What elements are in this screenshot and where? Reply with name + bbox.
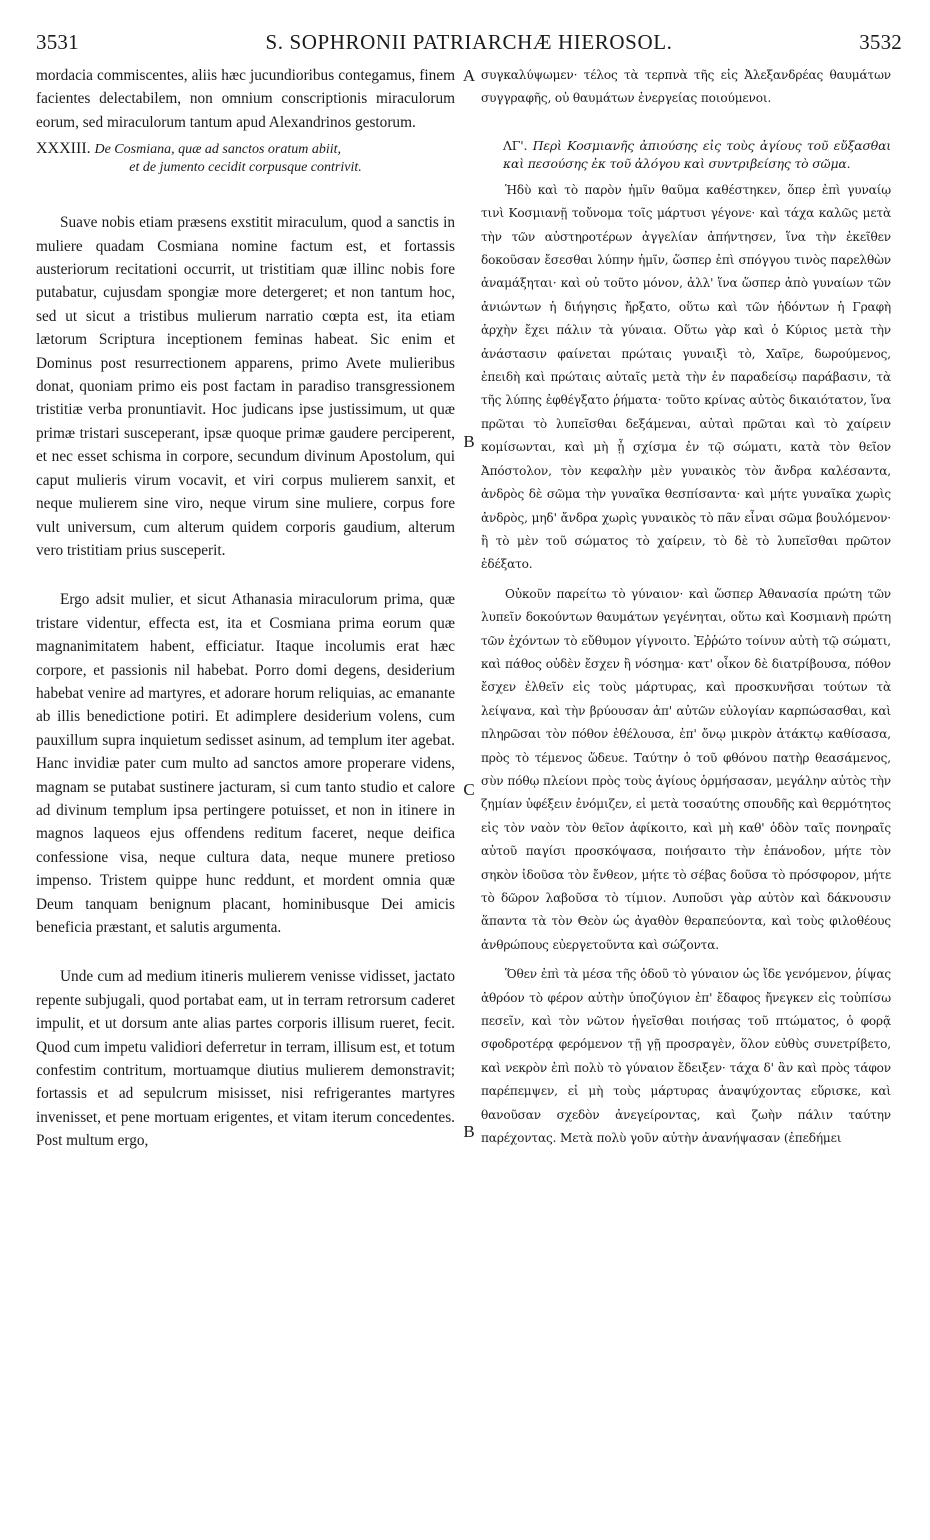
greek-paragraph-intro: συγκαλύψωμεν· τέλος τὰ τερπνὰ τῆς εἰς Ἀλεξανδρέας θαυμάτων συγγραφῆς, οὐ θαυμάτων ἐνεργείας ποιούμενοι. <box>481 68 891 106</box>
section-marker-b: B <box>463 432 475 451</box>
latin-paragraph-3: Unde cum ad medium itineris mulierem venisse vidisset, jactato repente subjugali, quod portabat eam, ut in terram retrorsum caderet impulit, et ut dorsum ante alias partes corporis illisum rueret, fecit. Quod cum impetu validiori deferretur in terram, illisum est, et totum confestim contritum, mortuamque diutius mulierem demonstravit; fortassis et ad sepulcrum misisset, nisi refrigerantes martyres invenisset, et pene mortuam erigentes, et vitam iterum concedentes. Post multum ergo, <box>36 968 455 1150</box>
page-number-right: 3532 <box>859 30 902 54</box>
greek-column <box>481 64 891 1150</box>
running-header <box>36 30 902 60</box>
greek-chapter-number: ΛΓ'. <box>503 137 528 153</box>
running-title: S. SOPHRONII PATRIARCHÆ HIEROSOL. <box>265 30 673 54</box>
latin-chapter-title-continued: et de jumento cecidit corpusque contrivit. <box>129 160 362 176</box>
latin-paragraph-intro: mordacia commiscentes, aliis hæc jucundioribus contegamus, finem facientes delectabilem, non omnium conscriptionis miraculorum eorum, sed miraculorum tantum apud Alexandrinos gestorum. <box>36 67 455 131</box>
section-marker-c: C <box>463 780 475 799</box>
greek-paragraph-2: Οὐκοῦν παρείτω τὸ γύναιον· καὶ ὥσπερ Ἀθανασία πρώτη τῶν λυπεῖν δοκούντων θαυμάτων γεγένηται, οὕτω καὶ Κοσμιανὴ πρώτη τῶν ἐχόντων τὸ εὔθυμον γίγνοιτο. Ἐῤῥώτο τοίνυν αὐτὴ τῷ σώματι, καὶ πάθος οὐδὲν ἔσχεν ἢ νόσημα· κατ' οἶκον δὲ διατρίβουσα, πόθον ἔσχεν ἐλθεῖν εἰς τοὺς μάρτυρας, καὶ προσκυνῆσαι τούτων τὰ λείψανα, καὶ τὴν βρύουσαν ἀπ' αὐτῶν εὐλογίαν καρπώσασθαι, καὶ πληρῶσαι τὸν πόθον ἐθέλουσα, ἐπ' ὄνῳ μικρὸν ἀτάκτῳ καθίσασα, πρὸς τὸ τέμενος ὥδευε. Ταύτην ὁ τοῦ φθόνου πατὴρ θεασάμενος, σὺν πόθῳ πλείονι πρὸς τοὺς ἁγίους ὁρμήσασαν, μεγάλην αὐτὸς τὴν ζημίαν ὑφέξειν ἐνόμιζεν, εἰ μετὰ τοσαύτης σπουδῆς καὶ θερμότητος εἰς τὸν ναὸν τὸν θεῖον ἀφίκοιτο, καὶ μὴ καθ' ὁδὸν ταῖς πονηραῖς αὐτοῦ παγίσι προσκόψασα, ποιήσαιτο τὴν ἐπάνοδον, μήτε τὸν σηκὸν ἰδοῦσα τὸν ἔνθεον, μήτε τὸ σέβας δοῦσα τὸ πρόσφορον, μήτε τὸ δῶρον λαβοῦσα τὸ τίμιον. Λυποῦσι γὰρ αὐτὸν καὶ δάκνουσιν ἅπαντα τὰ τὸν Θεὸν ὡς ἀγαθὸν θεραπεύοντα, καὶ τοὺς φιλοθέους ἀνθρώπους εὐεργετοῦντα καὶ σώζοντα. <box>481 586 891 952</box>
section-marker-a: A <box>462 66 476 85</box>
latin-chapter-title: De Cosmiana, quæ ad sanctos oratum abiit, <box>94 142 342 158</box>
greek-paragraph-3: Ὅθεν ἐπὶ τὰ μέσα τῆς ὁδοῦ τὸ γύναιον ὡς ἴδε γενόμενον, ῥίψας ἀθρόον τὸ φέρον αὐτὴν ὑποζύγιον ἐπ' ἔδαφος ἤνεγκεν εἰς τοὐπίσω πεσεῖν, καὶ τὸν νῶτον ἡγεῖσθαι ποιήσας τοῦ πτώματος, ὁ φορᾷ σφοδροτέρᾳ φερόμενον τῇ γῇ προσραγὲν, ὅλον εὐθὺς συνετρίβετο, καὶ νεκρὸν ἐπὶ πολὺ τὸ γύναιον ἔδειξεν· τάχα δ' ἂν καὶ πρὸς τάφον παρέπεμψεν, εἰ μὴ τοὺς μάρτυρας ἀναψύχοντας εὕρισκε, καὶ θανοῦσαν σχεδὸν ἀνεγείροντας, καὶ ζωὴν πάλιν ταύτην παρέχοντας. Μετὰ πολὺ γοῦν αὐτὴν ἀνανήψασαν (ἐπεδήμει <box>481 967 891 1146</box>
latin-chapter-heading <box>36 140 455 177</box>
latin-paragraph-2: Ergo adsit mulier, et sicut Athanasia miraculorum prima, quæ tristare videntur, effecta est, ita et Cosmiana prima eorum quæ magnanimitatem habent, efficiatur. Itaque incolumis erat hæc corpore, et passionis nil habebat. Porro domi degens, desiderium habebat venire ad martyres, et adorare horum reliquias, ac emanante ab illis benedictione potiri. Et adimplere desiderium volens, cum pauxillum supra inquietum sedisset asinum, ad templum iter agebat. Hanc invidiæ pater cum multo ad sanctos amore properare videns, magnam se putabat sustinere jacturam, si cum tanto studio et calore ad divinum templum ipsa pertingere potuisset, et non in itinere in magnos laqueos ejus offendens reditum faceret, neque deifica confessione visa, neque cultura data, neque munere pretioso impenso. Tristem quippe hunc reddunt, et mordent omnia quæ Deum tanquam benignum placant, hominibusque Dei amicis beneficia præstant, et salutis argumenta. <box>36 591 455 936</box>
greek-chapter-heading <box>481 137 891 173</box>
latin-column <box>36 64 455 1153</box>
section-marker-b-second: B <box>463 1122 475 1141</box>
greek-chapter-title: Περὶ Κοσμιανῆς ἀπιούσης εἰς τοὺς ἁγίους τοῦ εὔξασθαι καὶ πεσούσης ἐκ τοῦ ἀλόγου καὶ συντριβείσης τὸ σῶμα. <box>503 137 891 171</box>
greek-paragraph-1: Ἡδὺ καὶ τὸ παρὸν ἡμῖν θαῦμα καθέστηκεν, ὅπερ ἐπὶ γυναίῳ τινὶ Κοσμιανῇ τοὔνομα τοῖς μάρτυσι γέγονε· καὶ τάχα καλῶς μετὰ τὴν τῶν αὐστηροτέρων ἀγγελίαν ἀπήντησεν, ἵνα τὴν ἐκεῖθεν δοκοῦσαν ἔσεσθαι λύπην ἡμῖν, ὥσπερ ἐπὶ σπόγγου τινὸς παρελθὼν ἀναμάξηται· καὶ οὐ τοῦτο μόνον, ἀλλ' ἵνα ὥσπερ ἀπὸ γυναίων τῶν ἀνιώντων ἡ διήγησις ἤρξατο, οὕτω καὶ τῶν ἡδόντων ἡ Γραφὴ ἀρχὴν ἔχει πάλιν τὰ γύναια. Οὕτω γὰρ καὶ ὁ Κύριος μετὰ τὴν ἀνάστασιν φαίνεται πρώταις γυναιξὶ τὸ, Χαῖρε, δωρούμενος, ἐπειδὴ καὶ πρώταις αὐταῖς μετὰ τὴν ἐν παραδείσῳ παράβασιν, τὰ τῆς λύπης ἐφθέγξατο ῥήματα· τοῦτο κρίνας αὐτὸς δικαιότατον, ἵνα πρῶται τὸ λυπεῖσθαι δεξάμεναι, αὐταὶ πρῶται καὶ τὸ χαίρειν κομίσωνται, καὶ μὴ ᾖ σχίσμα ἐν τῷ σώματι, κατὰ τὸν θεῖον Ἀπόστολον, τὸν κεφαλὴν μὲν γυναικὸς τὸν ἄνδρα καλέσαντα, ἀνδρὸς δὲ σῶμα τὴν γυναῖκα θεσπίσαντα· καὶ μήτε γυναῖκα χωρὶς ἀνδρὸς, μηδ' ἄνδρα χωρὶς γυναικὸς τὸ πᾶν εἶναι σῶμα βουλόμενον· ἢ τὸ μὲν τοῦ σώματος τὸ χαίρειν, τὸ δὲ τὸ λυπεῖσθαι πρῶτον ἐδέξατο. <box>481 182 891 572</box>
page-number-left: 3531 <box>36 30 79 54</box>
latin-chapter-number: XXXIII. <box>36 140 91 158</box>
latin-paragraph-1: Suave nobis etiam præsens exstitit miraculum, quod a sanctis in muliere quadam Cosmiana nomine factum est, et fortassis austeriorum recitationi occurrit, ut tristitiam quæ illinc nobis fore putabatur, cujusdam spongiæ more detergeret; et non tantum hoc, sed ut sicut a tristibus mulierum narratio cœpta est, ita etiam lætorum Scriptura inceptionem feminas habeat. Sic enim et Dominus post resurrectionem apparens, primo Avete mulieribus donat, quoniam primo eis post factam in paradiso transgressionem tristitiæ verba pronuntiavit. Hoc judicans ipse justissimum, ut quæ primæ tristari susceperant, ipsæ quoque primæ gaudere perciperent, et nec esset schisma in corpore, secundum divinum Apostolum, qui caput mulieris virum vocavit, et viri corpus mulierem sanxit, et neque mulierem sine viro, neque virum sine muliere, corpus fore vult universum, cum alterum quidem corporis gaudium, alterum vero tristitiam prius susceperit. <box>36 214 455 559</box>
